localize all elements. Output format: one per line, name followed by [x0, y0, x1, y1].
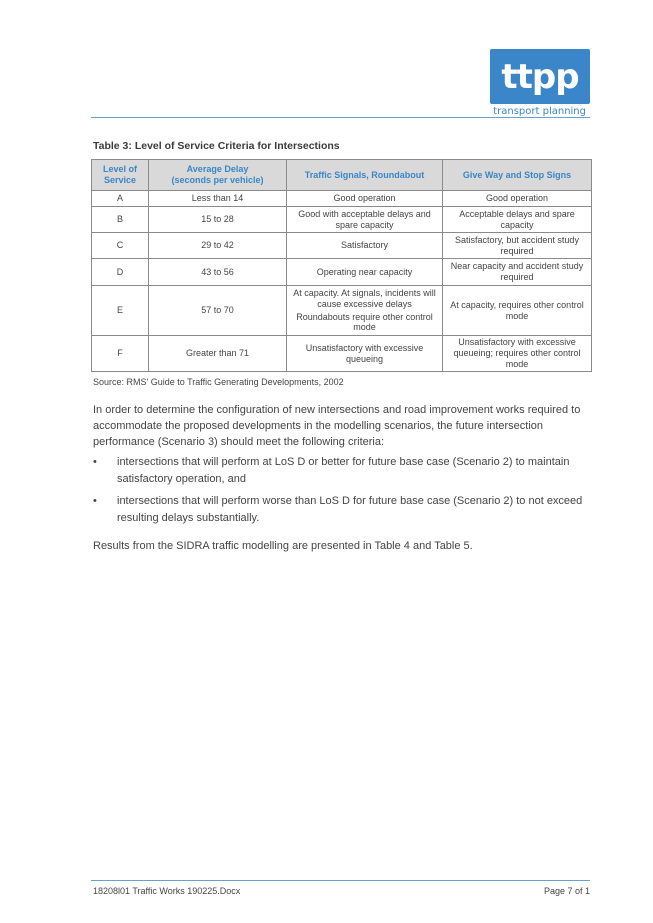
cell-signals-text: Operating near capacity [316, 266, 413, 277]
table-row [92, 336, 592, 372]
bullet-icon: • [93, 495, 97, 507]
header-traffic-signals: Traffic Signals, Roundabout [287, 160, 443, 191]
cell-delay: 57 to 70 [149, 286, 287, 336]
logo-mark: ttpp [490, 49, 590, 104]
cell-delay: 29 to 42 [149, 233, 287, 259]
table-row [92, 191, 592, 207]
cell-giveway: Good operation [443, 191, 592, 207]
table-row [92, 233, 592, 259]
table-caption: Table 3: Level of Service Criteria for Intersections [93, 140, 340, 152]
body-paragraph-criteria: In order to determine the configuration of new intersections and road improvement works required to accommodate the proposed developments in the modelling scenarios, the future intersection performance (Scenario 3) should meet the following criteria: [93, 404, 581, 448]
cell-delay: 15 to 28 [149, 207, 287, 233]
header-level-of-service: Level of Service [92, 160, 149, 191]
cell-signals-text: Good operation [333, 193, 396, 204]
criteria-list [93, 454, 588, 532]
los-criteria-table [91, 159, 592, 372]
cell-los: F [92, 336, 149, 372]
list-item-text: intersections that will perform worse than LoS D for future base case (Scenario 2) to not exceed resulting delays substantially. [117, 495, 583, 524]
header-give-way: Give Way and Stop Signs [443, 160, 592, 191]
company-logo [490, 49, 590, 120]
cell-giveway: Acceptable delays and spare capacity [443, 207, 592, 233]
cell-signals [287, 336, 443, 372]
table-header-row [92, 160, 592, 191]
cell-delay: 43 to 56 [149, 259, 287, 286]
cell-giveway: Near capacity and accident study required [443, 259, 592, 286]
cell-giveway: Unsatisfactory with excessive queueing; requires other control mode [443, 336, 592, 372]
header-delay-line1: Average Delay [186, 164, 249, 175]
cell-signals-text: Unsatisfactory with excessive queueing [305, 342, 424, 364]
header-delay-line2: (seconds per vehicle) [171, 175, 264, 185]
logo-tagline: transport planning [493, 106, 586, 117]
table-row [92, 207, 592, 233]
bullet-icon: • [93, 456, 97, 468]
cell-los: D [92, 259, 149, 286]
cell-signals-text: Good with acceptable delays and spare capacity [298, 208, 431, 230]
table-row [92, 286, 592, 336]
cell-los: A [92, 191, 149, 207]
header-average-delay [149, 160, 287, 191]
footer-page-number: Page 7 of 1 [543, 886, 590, 896]
cell-signals [287, 259, 443, 286]
cell-signals [287, 286, 443, 336]
footer-document-reference: 18208l01 Traffic Works 190225.Docx [93, 886, 241, 896]
body-paragraph-results: Results from the SIDRA traffic modelling are presented in Table 4 and Table 5. [93, 540, 473, 552]
list-item-text: intersections that will perform at LoS D or better for future base case (Scenario 2) to maintain satisfactory operation, and [117, 456, 570, 485]
footer-rule [91, 880, 590, 881]
cell-los: E [92, 286, 149, 336]
table-row [92, 259, 592, 286]
cell-signals [287, 207, 443, 233]
list-item [93, 493, 588, 526]
cell-giveway: At capacity, requires other control mode [443, 286, 592, 336]
cell-signals-text: Satisfactory [340, 240, 389, 251]
cell-signals-text-2: Roundabouts require other control mode [296, 311, 433, 333]
cell-signals-text: At capacity. At signals, incidents will cause excessive delays [293, 287, 436, 309]
header-rule [91, 117, 590, 118]
cell-signals [287, 233, 443, 259]
cell-giveway: Satisfactory, but accident study required [443, 233, 592, 259]
cell-los: B [92, 207, 149, 233]
cell-signals [287, 191, 443, 207]
cell-delay: Less than 14 [149, 191, 287, 207]
cell-los: C [92, 233, 149, 259]
cell-delay: Greater than 71 [149, 336, 287, 372]
list-item [93, 454, 588, 487]
table-source: Source: RMS' Guide to Traffic Generating Developments, 2002 [93, 377, 344, 387]
